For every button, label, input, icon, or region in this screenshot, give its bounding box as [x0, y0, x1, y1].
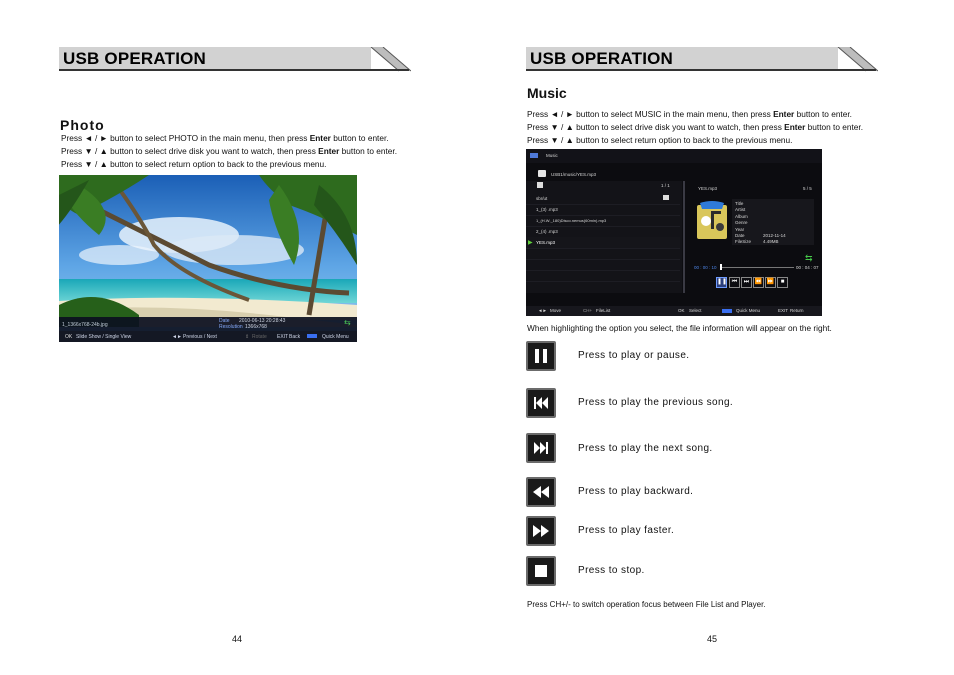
file-name: 2_(4) .mp3	[536, 229, 558, 234]
stop-description: Press to stop.	[578, 565, 645, 576]
footer-note: Press CH+/- to switch operation focus between File List and Player.	[527, 600, 766, 609]
info-date-value: 2012-11-14	[763, 233, 786, 238]
quick-menu-key-icon	[722, 309, 732, 313]
left-page-number: 44	[232, 634, 243, 644]
music-player-screenshot	[526, 149, 822, 316]
info-label: FileSize	[735, 239, 752, 245]
info-label: Genre	[735, 220, 748, 226]
file-name: 1_(3) .mp3	[536, 207, 558, 212]
return-label[interactable]: Return	[790, 308, 804, 313]
photo-section-title: Photo	[60, 117, 105, 133]
info-label: Title	[735, 201, 744, 206]
photo-command-bar	[59, 331, 357, 342]
file-name: YES.mp3	[536, 240, 556, 245]
folder-icon	[538, 170, 546, 177]
time-total: 00 : 04 : 07	[796, 265, 819, 270]
file-list-row	[526, 281, 680, 292]
music-note-icon	[530, 153, 538, 158]
music-key-exit: EXIT	[778, 308, 789, 313]
file-list	[526, 181, 682, 293]
previous-description: Press to play the previous song.	[578, 397, 734, 408]
move-label[interactable]: Move	[550, 308, 562, 313]
music-section-title: Music	[527, 85, 567, 101]
pause-description: Press to play or pause.	[578, 350, 690, 361]
track-count: 5 / 5	[803, 186, 812, 191]
photo-instruction-3: Press ▼ / ▲ button to select return option to back to the previous menu.	[61, 159, 327, 169]
rotate-arrows-icon: ⇆	[344, 318, 351, 327]
previous-icon	[526, 388, 556, 418]
now-playing-title: YES.mp3	[698, 186, 718, 191]
right-header-title: USB OPERATION	[530, 49, 674, 68]
next-button[interactable]: ⏭	[741, 277, 752, 288]
file-list-scrollbar[interactable]	[683, 181, 685, 293]
file-list-page-count: 1 / 1	[661, 183, 670, 188]
info-label: Year	[735, 226, 745, 232]
music-screen-title: Music	[546, 153, 558, 158]
rewind-button[interactable]: ⏪	[753, 277, 764, 288]
music-key-ch: CH+	[583, 308, 593, 313]
right-page-number: 45	[707, 634, 718, 644]
photo-key-ok: OK	[65, 334, 73, 340]
info-filesize-value: 4.49MB	[763, 239, 779, 244]
previous-button[interactable]: ⏮	[729, 277, 740, 288]
music-instruction-1: Press ◄ / ► button to select MUSIC in the main menu, then press Enter button to enter.	[527, 109, 852, 119]
select-label[interactable]: Select	[689, 308, 702, 313]
folder-small-icon	[663, 195, 669, 200]
album-art-icon	[694, 199, 730, 243]
music-title-bar	[526, 149, 822, 163]
next-icon	[526, 433, 556, 463]
rewind-icon	[526, 477, 556, 507]
info-label: Artist	[735, 207, 746, 213]
music-key-arrows: ◄►	[538, 308, 547, 313]
photo-viewer-screenshot	[59, 175, 357, 342]
info-label: Album	[735, 213, 748, 219]
repeat-icon[interactable]: ⇆	[805, 253, 813, 263]
progress-handle[interactable]	[720, 264, 722, 270]
rotate-key-icon: ⇕	[245, 334, 250, 340]
progress-track[interactable]	[720, 267, 794, 268]
info-labels	[735, 201, 751, 246]
fast-forward-button[interactable]: ⏩	[765, 277, 776, 288]
photo-info-bar	[59, 317, 357, 331]
stop-button[interactable]: ■	[777, 277, 788, 288]
drive-icon	[537, 182, 543, 188]
photo-key-arrows: ◄►	[172, 334, 182, 340]
rewind-description: Press to play backward.	[578, 486, 694, 497]
previous-next-label[interactable]: Previous / Next	[183, 334, 217, 340]
file-name: 1_(H.W._180)Disco.nemus(60min).mp3	[536, 218, 607, 223]
right-section-header	[526, 47, 878, 71]
left-section-header	[59, 47, 411, 71]
music-instruction-3: Press ▼ / ▲ button to select return option to back to the previous menu.	[527, 135, 793, 145]
music-key-ok: OK	[678, 308, 685, 313]
slideshow-single-view-label[interactable]: Slide Show / Single View	[76, 334, 132, 340]
pause-icon	[526, 341, 556, 371]
fast-forward-icon	[526, 516, 556, 546]
photo-instruction-1: Press ◄ / ► button to select PHOTO in the main menu, then press Enter button to enter.	[61, 133, 389, 143]
photo-resolution-value: 1366x768	[245, 324, 267, 330]
photo-resolution-label: Resolution	[219, 324, 243, 330]
filelist-label[interactable]: FileList	[596, 308, 611, 313]
photo-date-label: Date	[219, 318, 230, 324]
music-path: USB1/music/YES.mp3	[551, 172, 597, 177]
pause-button[interactable]: ❚❚	[716, 277, 727, 288]
stop-icon	[526, 556, 556, 586]
file-name: sbr/ut	[536, 196, 548, 201]
time-current: 00 : 00 : 10	[694, 265, 717, 270]
quick-menu-key-icon	[307, 334, 317, 338]
file-info-caption: When highlighting the option you select, the file information will appear on the right.	[527, 323, 832, 333]
info-label: Date	[735, 233, 745, 239]
music-command-bar	[526, 306, 822, 316]
song-info-table	[732, 199, 814, 245]
quick-menu-label[interactable]: Quick Menu	[736, 308, 761, 313]
photo-date-value: 2010-06-13 20:28:43	[239, 318, 286, 324]
info-panel	[690, 183, 820, 293]
left-header-title: USB OPERATION	[63, 49, 207, 68]
back-label[interactable]: Back	[289, 334, 301, 340]
rotate-label[interactable]: Rotate	[252, 334, 267, 340]
play-indicator-icon: ▶	[528, 240, 533, 246]
next-description: Press to play the next song.	[578, 443, 713, 454]
photo-filename: 1_1366x768-24b.jpg	[62, 322, 108, 328]
photo-key-exit: EXIT	[277, 334, 289, 340]
music-path-bar	[526, 169, 680, 181]
music-instruction-2: Press ▼ / ▲ button to select drive disk you want to watch, then press Enter button to enter.	[527, 122, 864, 132]
photo-instruction-2: Press ▼ / ▲ button to select drive disk you want to watch, then press Enter button to enter.	[61, 146, 398, 156]
quick-menu-label[interactable]: Quick Menu	[322, 334, 349, 340]
fast-forward-description: Press to play faster.	[578, 525, 675, 536]
